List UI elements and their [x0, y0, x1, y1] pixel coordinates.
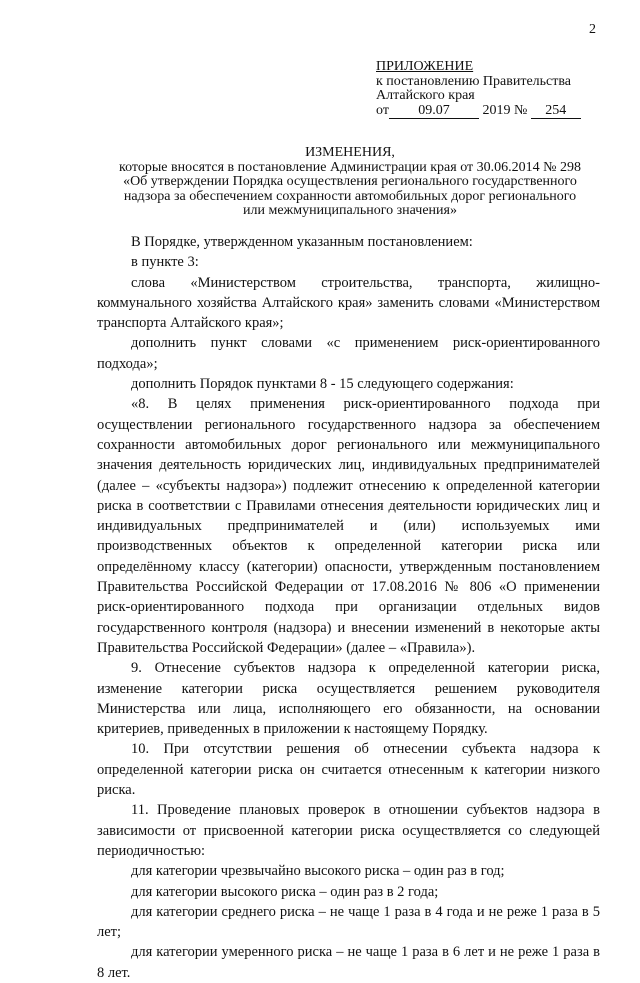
paragraph: 9. Отнесение субъектов надзора к определенной категории риска, изменение категории риска осуществляется решением руководителя Министерства или лица, исполняющего его обязанности, на основании критериев, приведенных в приложении к настоящему Порядку. [97, 660, 600, 738]
heading-line: «Об утверждении Порядка осуществления регионального государственного [123, 174, 577, 190]
appendix-line-1: к постановлению Правительства [376, 73, 572, 89]
appendix-line-2: Алтайского края [376, 88, 475, 103]
heading-line: надзора за обеспечением сохранности автомобильных дорог регионального [123, 188, 577, 204]
page-number: 2 [589, 22, 596, 37]
paragraph: в пункте 3: [131, 254, 199, 271]
appendix-date-line [376, 104, 581, 120]
date-prefix: от [376, 102, 389, 118]
appendix-title: ПРИЛОЖЕНИЕ [376, 59, 474, 74]
year-text: 2019 № [482, 102, 528, 118]
document-body [97, 232, 600, 983]
heading-line: или межмуниципального значения» [243, 203, 457, 219]
paragraph: дополнить Порядок пунктами 8 - 15 следующего содержания: [131, 376, 514, 393]
changes-heading [70, 146, 630, 219]
paragraph: дополнить пункт словами «с применением риск-ориентированного подхода»; [97, 335, 600, 372]
paragraph: для категории среднего риска – не чаще 1 раза в 4 года и не реже 1 раза в 5 лет; [97, 903, 600, 941]
appendix-block [376, 60, 581, 119]
paragraph: «8. В целях применения риск-ориентированного подхода при осуществлении регионального государственного надзора за обеспечением сохранности автомобильных дорог регионального или межмуниципального значения деятельность юридических лиц, индивидуальных предпринимателей (далее – «субъекты надзора») подлежит отнесению к определенной категории риска в соответствии с Правилами отнесения деятельности юридических лиц и индивидуальных предпринимателей и (или) используемых ими производственных объектов к определенной категории риска или определённому классу (категории) опасности, утвержденным постановлением Правительства Российской Федерации от 17.08.2016 № 806 «О применении риск-ориентированного подхода при организации отдельных видов государственного контроля (надзора) и внесении изменений в некоторые акты Правительства Российской Федерации» (далее – «Правила»). [97, 396, 600, 656]
paragraph: В Порядке, утвержденном указанным постановлением: [131, 234, 473, 250]
paragraph: 10. При отсутствии решения об отнесении субъекта надзора к определенной категории риска он считается отнесенным к категории низкого риска. [97, 741, 600, 799]
heading-line: которые вносятся в постановление Администрации края от 30.06.2014 № 298 [119, 159, 581, 175]
number-value: 254 [531, 104, 581, 120]
paragraph: слова «Министерством строительства, транспорта, жилищно-коммунального хозяйства Алтайского края» заменить словами «Министерством транспорта Алтайского края»; [97, 274, 600, 332]
paragraph: для категории умеренного риска – не чаще 1 раза в 6 лет и не реже 1 раза в 8 лет. [97, 944, 600, 981]
heading-title: ИЗМЕНЕНИЯ, [305, 145, 395, 160]
paragraph: 11. Проведение плановых проверок в отношении субъектов надзора в зависимости от присвоенной категории риска осуществляется со следующей периодичностью: [97, 802, 600, 859]
date-value: 09.07 [389, 104, 479, 120]
paragraph: для категории высокого риска – один раз в 2 года; [131, 883, 439, 900]
paragraph: для категории чрезвычайно высокого риска – один раз в год; [131, 863, 505, 880]
